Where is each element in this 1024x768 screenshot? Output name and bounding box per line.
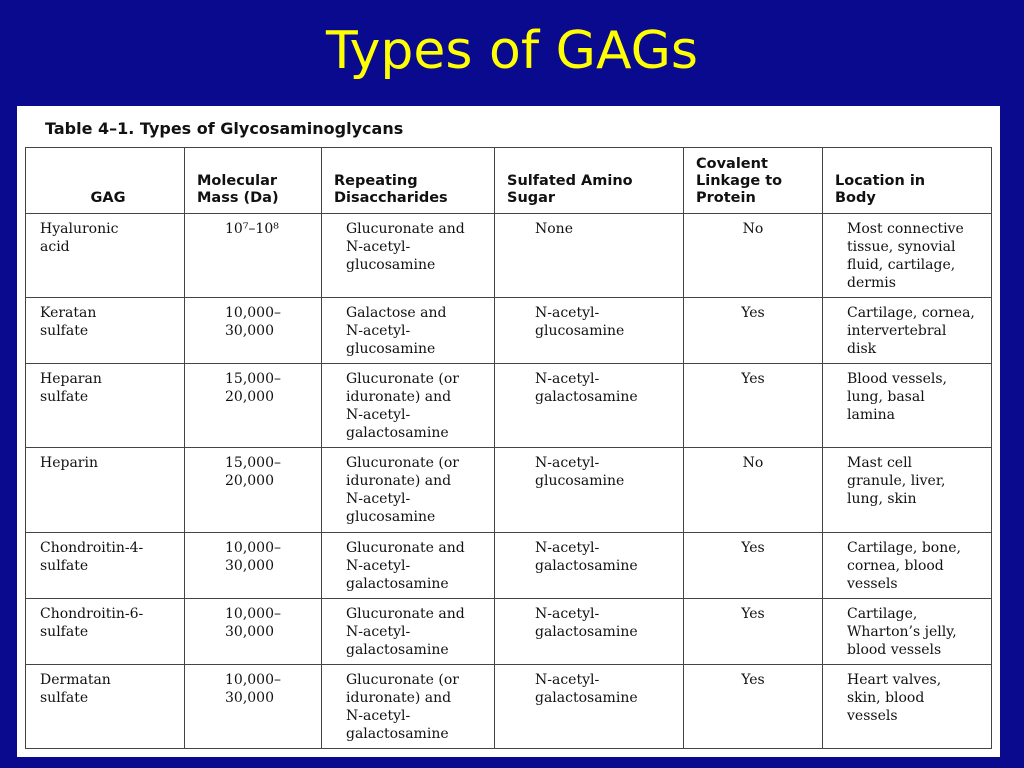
cell-gag: Heparin	[26, 448, 185, 532]
table-caption: Table 4–1. Types of Glycosaminoglycans	[45, 119, 404, 138]
gag-table	[25, 147, 992, 749]
header-linkage: Covalent Linkage to Protein	[684, 148, 823, 214]
table-card	[17, 106, 1000, 757]
cell-location: Cartilage, bone, cornea, blood vessels	[823, 532, 992, 598]
cell-linkage: Yes	[684, 598, 823, 664]
cell-disaccharides: Glucuronate (or iduronate) and N-acetyl- glucosamine	[322, 448, 495, 532]
cell-location: Most connective tissue, synovial fluid, cartilage, dermis	[823, 214, 992, 298]
cell-linkage: No	[684, 448, 823, 532]
cell-gag: Hyaluronic acid	[26, 214, 185, 298]
cell-sugar: N-acetyl- galactosamine	[495, 598, 684, 664]
cell-linkage: Yes	[684, 298, 823, 364]
slide-title: Types of GAGs	[325, 21, 699, 81]
header-disaccharides: Repeating Disaccharides	[322, 148, 495, 214]
cell-disaccharides: Galactose and N-acetyl- glucosamine	[322, 298, 495, 364]
cell-gag: Keratan sulfate	[26, 298, 185, 364]
table-header-row	[26, 148, 992, 214]
cell-disaccharides: Glucuronate and N-acetyl- glucosamine	[322, 214, 495, 298]
table-row	[26, 448, 992, 532]
cell-disaccharides: Glucuronate (or iduronate) and N-acetyl- galactosamine	[322, 664, 495, 748]
cell-sugar: None	[495, 214, 684, 298]
cell-gag: Dermatan sulfate	[26, 664, 185, 748]
cell-linkage: No	[684, 214, 823, 298]
cell-location: Cartilage, cornea, intervertebral disk	[823, 298, 992, 364]
cell-disaccharides: Glucuronate (or iduronate) and N-acetyl- galactosamine	[322, 364, 495, 448]
cell-mass: 10,000– 30,000	[185, 664, 322, 748]
cell-sugar: N-acetyl- galactosamine	[495, 664, 684, 748]
table-row	[26, 598, 992, 664]
cell-linkage: Yes	[684, 532, 823, 598]
cell-gag: Heparan sulfate	[26, 364, 185, 448]
cell-sugar: N-acetyl- galactosamine	[495, 364, 684, 448]
cell-disaccharides: Glucuronate and N-acetyl- galactosamine	[322, 598, 495, 664]
cell-location: Mast cell granule, liver, lung, skin	[823, 448, 992, 532]
cell-gag: Chondroitin-4- sulfate	[26, 532, 185, 598]
cell-mass: 10⁷–10⁸	[185, 214, 322, 298]
header-mass: Molecular Mass (Da)	[185, 148, 322, 214]
header-sugar: Sulfated Amino Sugar	[495, 148, 684, 214]
cell-mass: 10,000– 30,000	[185, 532, 322, 598]
cell-location: Heart valves, skin, blood vessels	[823, 664, 992, 748]
cell-mass: 10,000– 30,000	[185, 598, 322, 664]
cell-mass: 15,000– 20,000	[185, 448, 322, 532]
cell-sugar: N-acetyl- galactosamine	[495, 532, 684, 598]
table-row	[26, 364, 992, 448]
cell-sugar: N-acetyl- glucosamine	[495, 448, 684, 532]
header-gag: GAG	[26, 148, 185, 214]
cell-sugar: N-acetyl- glucosamine	[495, 298, 684, 364]
cell-gag: Chondroitin-6- sulfate	[26, 598, 185, 664]
cell-disaccharides: Glucuronate and N-acetyl- galactosamine	[322, 532, 495, 598]
cell-mass: 15,000– 20,000	[185, 364, 322, 448]
cell-mass: 10,000– 30,000	[185, 298, 322, 364]
table-row	[26, 664, 992, 748]
header-location: Location in Body	[823, 148, 992, 214]
cell-location: Blood vessels, lung, basal lamina	[823, 364, 992, 448]
table-row	[26, 532, 992, 598]
cell-linkage: Yes	[684, 364, 823, 448]
table-row	[26, 214, 992, 298]
cell-linkage: Yes	[684, 664, 823, 748]
cell-location: Cartilage, Wharton’s jelly, blood vessels	[823, 598, 992, 664]
table-row	[26, 298, 992, 364]
